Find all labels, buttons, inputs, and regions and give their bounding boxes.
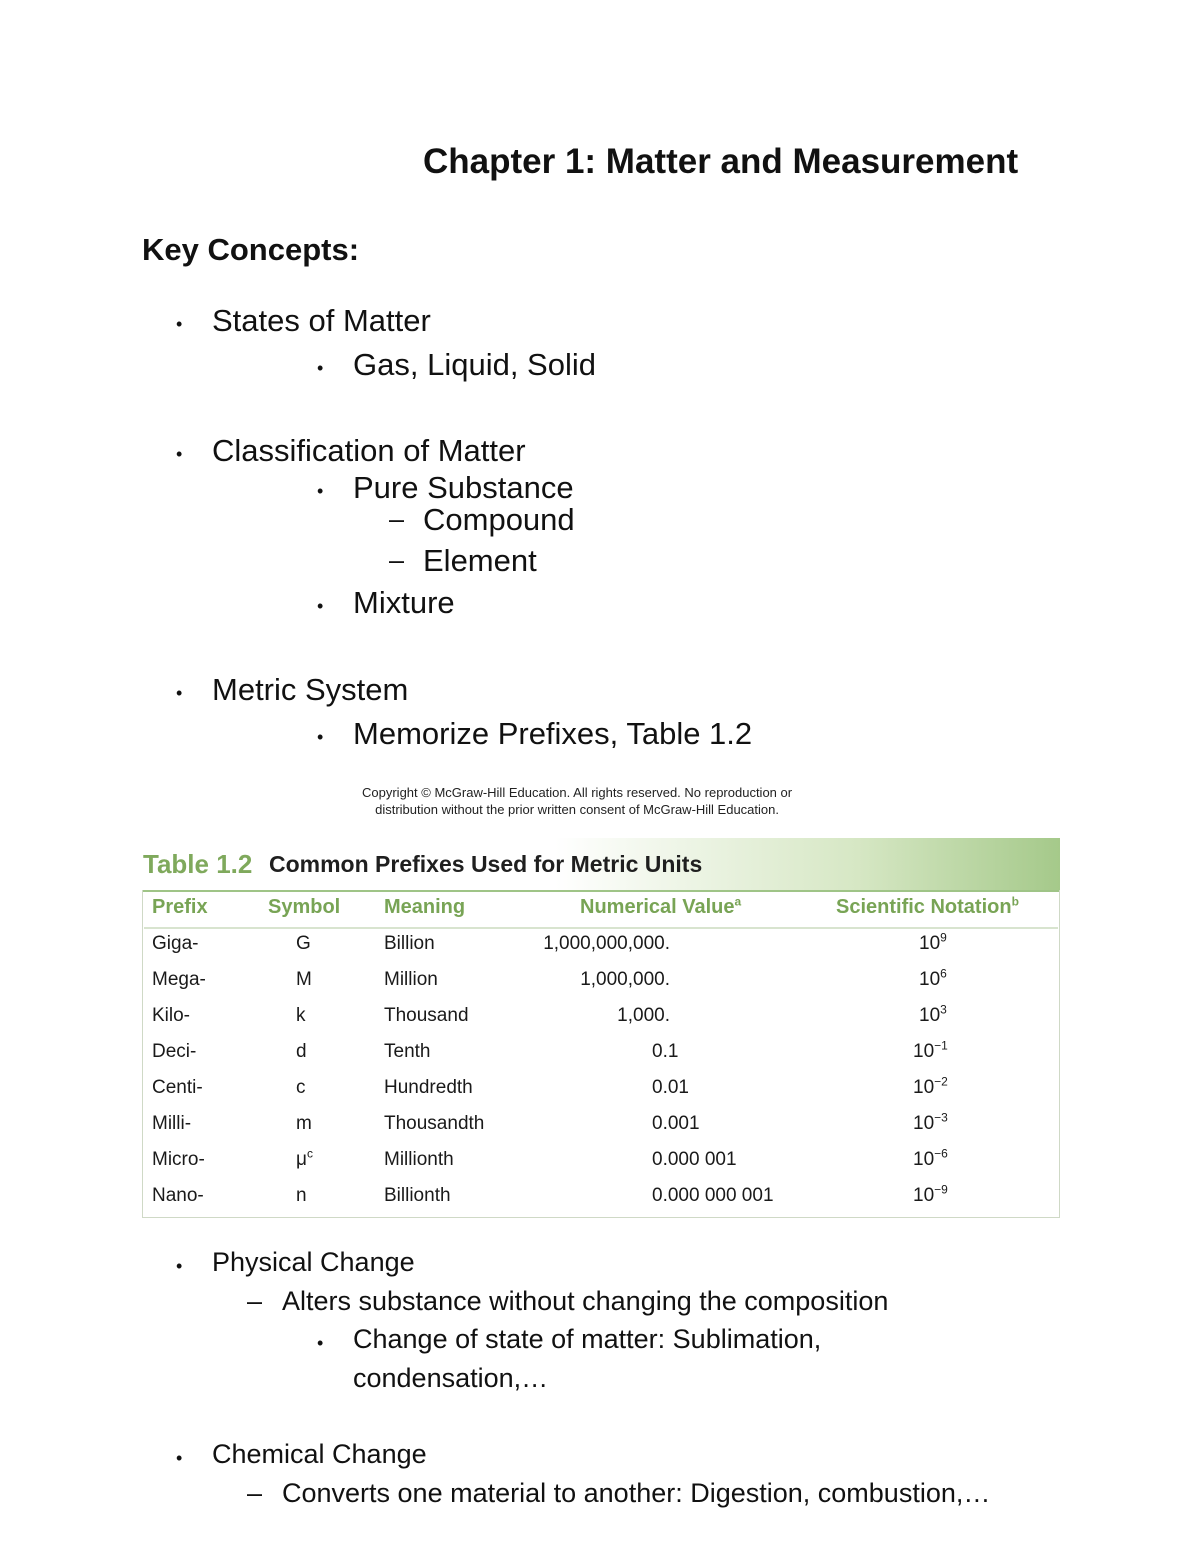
table-cell-meaning: Hundredth [384,1077,473,1098]
exponent: −9 [934,1182,948,1197]
table-cell-symbol: c [296,1077,306,1098]
exponent: 6 [940,966,947,981]
column-header-numerical: Numerical Value$^a$ [580,894,742,918]
outline-physical: Physical Change [212,1247,415,1277]
bullet-marker: • [176,314,183,334]
table-caption: Common Prefixes Used for Metric Units [269,851,703,877]
outline-chemical: Chemical Change [212,1439,427,1469]
dash-marker: – [389,545,405,575]
exponent: −1 [934,1038,948,1053]
table-cell-meaning: Billionth [384,1185,451,1206]
copyright-notice [362,784,792,818]
outline-chemical-sub: Converts one material to another: Digestion, combustion,… [282,1478,991,1508]
table-cell-value: 0.01 [652,1077,689,1098]
table-cell-prefix: Nano- [152,1185,204,1206]
table-cell-value: 0.1 [652,1041,679,1062]
table-cell-meaning: Thousand [384,1005,469,1026]
table-cell-meaning: Millionth [384,1149,454,1170]
outline-physical-sub2-line2: condensation,… [353,1363,549,1393]
outline-classification: Classification of Matter [212,433,526,468]
outline-mixture: Mixture [353,585,455,620]
table-cell-value: 0.000 000 001 [652,1185,774,1206]
bullet-marker: • [317,727,324,747]
outline-memorize: Memorize Prefixes, Table 1.2 [353,716,753,751]
table-cell-scientific: $10^9$ [919,930,947,954]
bullet-marker: • [176,683,183,703]
table-cell-scientific: $10^3$ [919,1002,947,1026]
key-concepts-heading: Key Concepts: [142,232,360,267]
copyright-line: distribution without the prior written consent of McGraw-Hill Education. [375,802,779,817]
table-cell-symbol: $\mu^c$ [296,1146,313,1170]
table-cell-prefix: Giga- [152,933,199,954]
outline-physical-sub: Alters substance without changing the composition [282,1286,889,1316]
table-cell-symbol: m [296,1113,312,1134]
column-header-prefix: Prefix [152,896,208,918]
outline-metric: Metric System [212,672,409,707]
outline-physical-sub2-line1: Change of state of matter: Sublimation, [353,1324,822,1354]
table-cell-scientific: $10^6$ [919,966,947,990]
dash-marker: – [389,504,405,534]
bullet-marker: • [317,1333,324,1353]
outline-states-sub: Gas, Liquid, Solid [353,347,596,382]
footnote-mark: c [306,1146,313,1161]
footnote-mark: b [1011,894,1019,909]
bullet-marker: • [317,596,324,616]
table-cell-scientific: $10^{-6}$ [913,1146,948,1170]
outline-pure: Pure Substance [353,470,574,505]
table-cell-meaning: Thousandth [384,1113,485,1134]
bullet-marker: • [317,358,324,378]
exponent: −6 [934,1146,948,1161]
table-header-rule [144,927,1058,929]
table-cell-prefix: Mega- [152,969,206,990]
table-cell-scientific: $10^{-2}$ [913,1074,948,1098]
table-cell-prefix: Micro- [152,1149,205,1170]
table-cell-value: 1,000,000,000. [543,933,670,954]
page-title: Chapter 1: Matter and Measurement [423,142,1019,181]
outline-element: Element [423,543,537,578]
bullet-marker: • [317,481,324,501]
copyright-line: Copyright © McGraw-Hill Education. All rights reserved. No reproduction or [362,785,793,800]
table-cell-symbol: n [296,1185,307,1206]
dash-marker: – [247,1286,263,1316]
dash-marker: – [247,1478,263,1508]
exponent: −3 [934,1110,948,1125]
table-number: Table 1.2 [143,849,253,879]
column-header-symbol: Symbol [268,896,341,918]
table-cell-scientific: $10^{-1}$ [913,1038,948,1062]
exponent: 3 [940,1002,947,1017]
bullet-marker: • [176,1256,183,1276]
outline-compound: Compound [423,502,575,537]
table-cell-meaning: Million [384,969,438,990]
table-cell-prefix: Centi- [152,1077,203,1098]
table-cell-value: 0.000 001 [652,1149,737,1170]
table-cell-value: 0.001 [652,1113,700,1134]
table-cell-symbol: M [296,969,312,990]
table-cell-symbol: k [296,1005,306,1026]
bullet-marker: • [176,444,183,464]
table-cell-symbol: d [296,1041,307,1062]
table-cell-prefix: Deci- [152,1041,197,1062]
bullet-marker: • [176,1448,183,1468]
table-cell-meaning: Billion [384,933,435,954]
table-cell-value: 1,000. [617,1005,670,1026]
column-header-meaning: Meaning [384,896,466,918]
table-cell-scientific: $10^{-3}$ [913,1110,948,1134]
exponent: 9 [940,930,947,945]
table-cell-symbol: G [296,933,311,954]
table-cell-meaning: Tenth [384,1041,431,1062]
footnote-mark: a [734,894,742,909]
table-cell-prefix: Milli- [152,1113,192,1134]
column-header-scientific: Scientific Notation$^b$ [836,894,1019,918]
table-cell-prefix: Kilo- [152,1005,191,1026]
exponent: −2 [934,1074,948,1089]
outline-states: States of Matter [212,303,431,338]
table-cell-value: 1,000,000. [580,969,670,990]
table-cell-scientific: $10^{-9}$ [913,1182,948,1206]
